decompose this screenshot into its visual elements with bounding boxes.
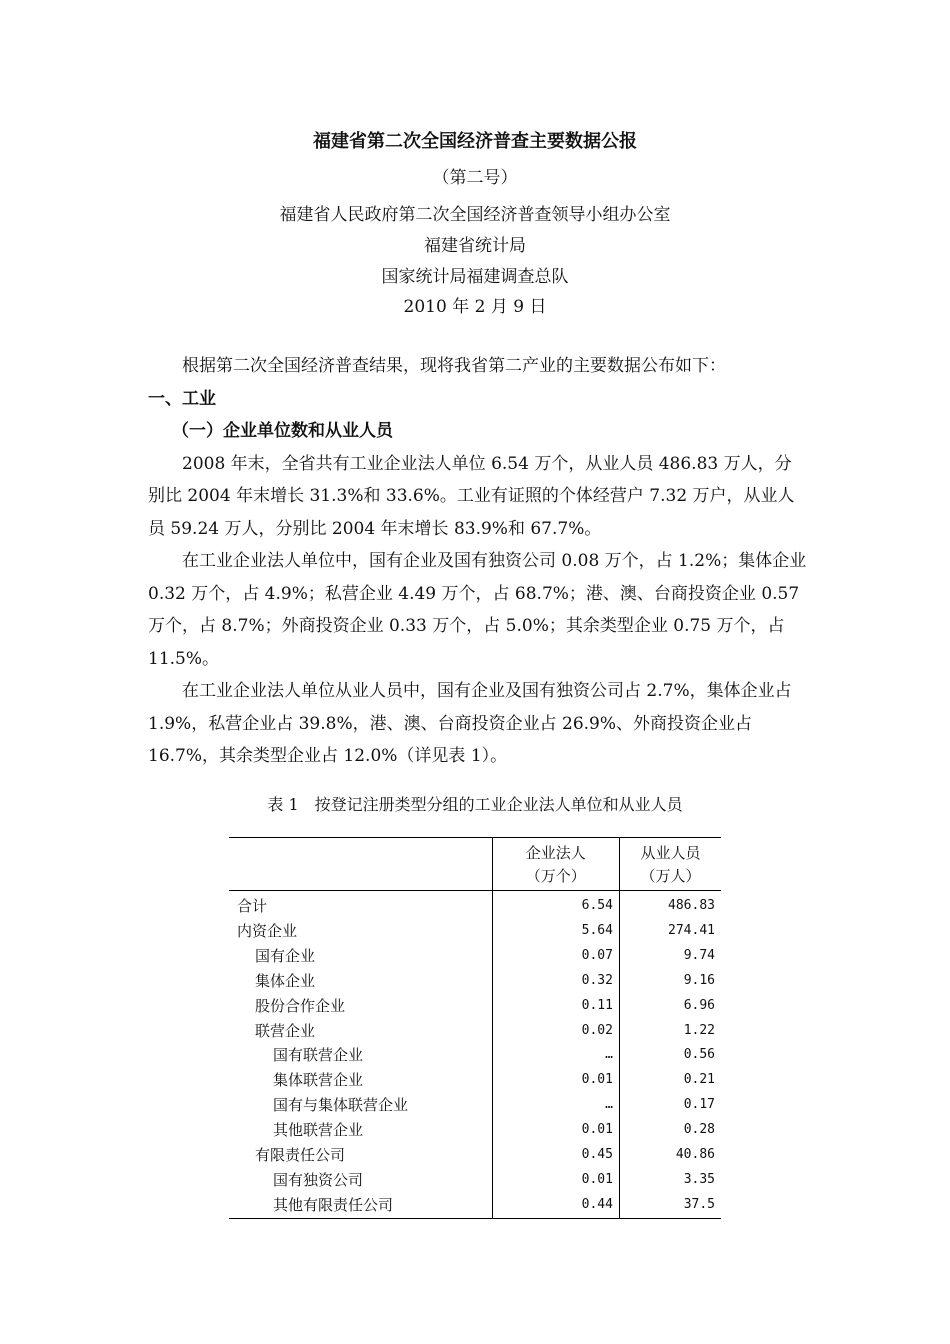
document-title: 福建省第二次全国经济普查主要数据公报 (313, 131, 637, 152)
table-row: 内资企业 5.64 274.41 (229, 919, 721, 944)
statistics-table (229, 837, 721, 1219)
table-row: 合计 6.54 486.83 (229, 891, 721, 919)
table-row: 其他有限责任公司 0.44 37.5 (229, 1193, 721, 1218)
table-row: 国有与集体联营企业 … 0.17 (229, 1093, 721, 1118)
issuer-2: 福建省统计局 (424, 236, 526, 256)
table-row: 有限责任公司 0.45 40.86 (229, 1143, 721, 1168)
bulletin-number: （第二号） (432, 168, 518, 188)
issuer-1: 福建省人民政府第二次全国经济普查领导小组办公室 (279, 205, 671, 225)
table-row: 国有联营企业 … 0.56 (229, 1043, 721, 1068)
paragraph-1: 2008 年末，全省共有工业企业法人单位 6.54 万个，从业人员 486.83 万人，分别比 2004 年末增长 31.3%和 33.6%。工业有证照的个体经营户 7.32 万户，从业人员 59.24 万人，分别比 2004 年末增长 83.9%和 67.7%。 (148, 453, 795, 539)
table-header-row (229, 838, 721, 891)
subsection-heading: （一）企业单位数和从业人员 (172, 421, 393, 441)
table-row: 国有企业 0.07 9.74 (229, 944, 721, 969)
issuer-3: 国家统计局福建调查总队 (381, 267, 569, 287)
paragraph-2: 在工业企业法人单位中，国有企业及国有独资公司 0.08 万个，占 1.2%；集体企业 0.32 万个，占 4.9%；私营企业 4.49 万个，占 68.7%；港、澳、台商投资企业 0.57 万个，占 8.7%；外商投资企业 0.33 万个，占 5.0%；其余类型企业 0.75 万个，占 11.5%。 (148, 551, 807, 669)
report-body (148, 350, 808, 773)
table-row: 国有独资公司 0.01 3.35 (229, 1168, 721, 1193)
table-row: 集体企业 0.32 9.16 (229, 969, 721, 994)
table-caption: 表 1 按登记注册类型分组的工业企业法人单位和从业人员 (267, 795, 683, 814)
publish-date: 2010 年 2 月 9 日 (403, 297, 547, 317)
paragraph-3: 在工业企业法人单位从业人员中，国有企业及国有独资公司占 2.7%，集体企业占 1.9%，私营企业占 39.8%，港、澳、台商投资企业占 26.9%、外商投资企业占 16.7%，其余类型企业占 12.0%（详见表 1）。 (148, 681, 792, 766)
table-row: 其他联营企业 0.01 0.28 (229, 1118, 721, 1143)
section-heading: 一、工业 (148, 388, 216, 409)
table-row: 联营企业 0.02 1.22 (229, 1019, 721, 1044)
intro-paragraph: 根据第二次全国经济普查结果，现将我省第二产业的主要数据公布如下： (182, 356, 726, 376)
label-column-header (229, 838, 492, 891)
table-row: 股份合作企业 0.11 6.96 (229, 994, 721, 1019)
units-column-header: 企业法人 （万个） (492, 838, 619, 891)
employees-column-header: 从业人员 （万人） (619, 838, 721, 891)
table-row: 集体联营企业 0.01 0.21 (229, 1068, 721, 1093)
